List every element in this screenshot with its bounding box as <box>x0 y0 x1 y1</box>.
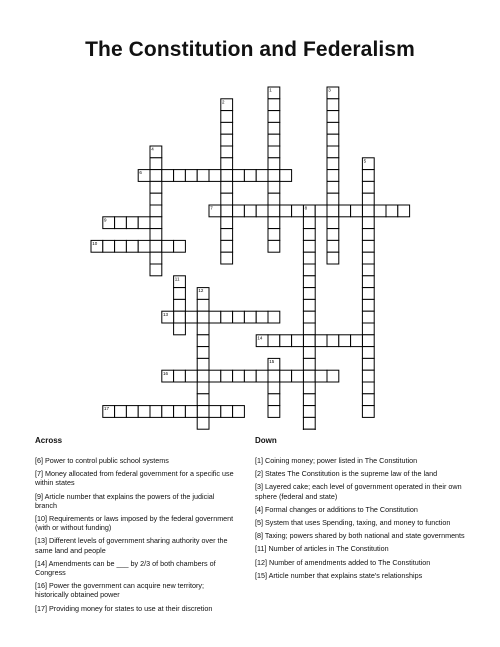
grid-cell[interactable] <box>126 240 138 252</box>
grid-cell[interactable] <box>292 370 304 382</box>
grid-cell[interactable] <box>233 170 245 182</box>
grid-cell[interactable] <box>327 170 339 182</box>
grid-cell[interactable] <box>362 370 374 382</box>
grid-cell[interactable] <box>233 370 245 382</box>
grid-cell[interactable] <box>327 99 339 111</box>
grid-cell[interactable] <box>362 181 374 193</box>
grid-cell[interactable] <box>362 406 374 418</box>
grid-cell[interactable] <box>327 122 339 134</box>
grid-cell[interactable] <box>303 311 315 323</box>
across-clue: [16] Power the government can acquire new territory; historically obtained power <box>35 581 205 600</box>
grid-cell[interactable] <box>268 193 280 205</box>
grid-cell[interactable] <box>362 252 374 264</box>
grid-cell[interactable] <box>268 217 280 229</box>
grid-cell[interactable] <box>197 335 209 347</box>
grid-cell[interactable] <box>268 311 280 323</box>
grid-cell[interactable] <box>268 146 280 158</box>
grid-cell[interactable] <box>185 370 197 382</box>
grid-cell[interactable] <box>221 181 233 193</box>
across-clue: [17] Providing money for states to use at their discretion <box>35 603 213 613</box>
grid-cell[interactable] <box>150 264 162 276</box>
grid-cell[interactable] <box>268 406 280 418</box>
down-clue: [15] Article number that explains state's relationships <box>255 570 423 580</box>
clue-number: 6 <box>139 170 142 176</box>
clue-number: 1 <box>269 87 272 93</box>
clue-number: 3 <box>328 87 331 93</box>
grid-cell[interactable] <box>327 335 339 347</box>
down-clue: [12] Number of amendments added to The Constitution <box>255 557 431 567</box>
puzzle-title: The Constitution and Federalism <box>85 38 415 61</box>
grid-cell[interactable] <box>185 406 197 418</box>
grid-cell[interactable] <box>327 229 339 241</box>
grid-cell[interactable] <box>303 358 315 370</box>
grid-cell[interactable] <box>303 240 315 252</box>
grid-cell[interactable] <box>115 217 127 229</box>
grid-cell[interactable] <box>221 217 233 229</box>
grid-cell[interactable] <box>303 288 315 300</box>
grid-cell[interactable] <box>268 134 280 146</box>
grid-cell[interactable] <box>244 205 256 217</box>
grid-cell[interactable] <box>221 240 233 252</box>
grid-cell[interactable] <box>174 370 186 382</box>
grid-cell[interactable] <box>268 170 280 182</box>
grid-cell[interactable] <box>197 370 209 382</box>
grid-cell[interactable] <box>362 240 374 252</box>
grid-cell[interactable] <box>303 406 315 418</box>
grid-cell[interactable] <box>150 181 162 193</box>
grid-cell[interactable] <box>362 323 374 335</box>
down-clue: [3] Layered cake; each level of government operated in their own sphere (federal and state) <box>255 482 462 501</box>
grid-cell[interactable] <box>362 358 374 370</box>
down-clue: [8] Taxing; powers shared by both national and state governments <box>255 531 465 541</box>
grid-cell[interactable] <box>362 276 374 288</box>
grid-cell[interactable] <box>162 170 174 182</box>
grid-cell[interactable] <box>221 146 233 158</box>
grid-cell[interactable] <box>327 134 339 146</box>
grid-cell[interactable] <box>268 111 280 123</box>
grid-cell[interactable] <box>268 181 280 193</box>
grid-cell[interactable] <box>150 406 162 418</box>
grid-cell[interactable] <box>386 205 398 217</box>
grid-cell[interactable] <box>197 417 209 429</box>
grid-cell[interactable] <box>362 394 374 406</box>
grid-cell[interactable] <box>327 111 339 123</box>
grid-cell[interactable] <box>126 217 138 229</box>
grid-cell[interactable] <box>315 205 327 217</box>
grid-cell[interactable] <box>197 347 209 359</box>
grid-cell[interactable] <box>221 229 233 241</box>
grid-cell[interactable] <box>303 276 315 288</box>
grid-cell[interactable] <box>303 217 315 229</box>
grid-cell[interactable] <box>303 347 315 359</box>
grid-cell[interactable] <box>197 311 209 323</box>
grid-cell[interactable] <box>303 394 315 406</box>
grid-cell[interactable] <box>280 205 292 217</box>
grid-cell[interactable] <box>256 170 268 182</box>
down-clue: [4] Formal changes or additions to The Constitution <box>255 504 418 514</box>
grid-cell[interactable] <box>280 335 292 347</box>
grid-cell[interactable] <box>303 229 315 241</box>
grid-cell[interactable] <box>268 122 280 134</box>
grid-cell[interactable] <box>150 240 162 252</box>
grid-cell[interactable] <box>268 370 280 382</box>
grid-cell[interactable] <box>197 299 209 311</box>
grid-cell[interactable] <box>268 335 280 347</box>
grid-cell[interactable] <box>327 240 339 252</box>
grid-cell[interactable] <box>327 146 339 158</box>
grid-cell[interactable] <box>138 406 150 418</box>
grid-cell[interactable] <box>150 205 162 217</box>
grid-cell[interactable] <box>280 370 292 382</box>
grid-cell[interactable] <box>327 217 339 229</box>
grid-cell[interactable] <box>221 205 233 217</box>
grid-cell[interactable] <box>362 311 374 323</box>
clue-number: 17 <box>104 406 110 412</box>
grid-cell[interactable] <box>233 205 245 217</box>
down-clue: [2] States The Constitution is the supreme law of the land <box>255 469 438 479</box>
grid-cell[interactable] <box>162 406 174 418</box>
grid-cell[interactable] <box>197 170 209 182</box>
grid-cell[interactable] <box>174 323 186 335</box>
grid-cell[interactable] <box>115 240 127 252</box>
grid-cell[interactable] <box>303 417 315 429</box>
grid-cell[interactable] <box>268 382 280 394</box>
grid-cell[interactable] <box>162 240 174 252</box>
grid-cell[interactable] <box>362 170 374 182</box>
across-clue: [10] Requirements or laws imposed by the federal government (with or without funding) <box>35 514 234 533</box>
grid-cell[interactable] <box>362 288 374 300</box>
grid-cell[interactable] <box>209 311 221 323</box>
clue-number: 13 <box>163 311 169 317</box>
grid-cell[interactable] <box>115 406 127 418</box>
grid-cell[interactable] <box>233 406 245 418</box>
grid-cell[interactable] <box>221 170 233 182</box>
grid-cell[interactable] <box>315 370 327 382</box>
grid-cell[interactable] <box>150 217 162 229</box>
grid-cell[interactable] <box>362 264 374 276</box>
clue-number: 10 <box>92 241 98 246</box>
grid-cell[interactable] <box>244 370 256 382</box>
across-clue: [13] Different levels of government sharing authority over the same land and people <box>35 536 228 555</box>
grid-cell[interactable] <box>268 240 280 252</box>
grid-cell[interactable] <box>362 299 374 311</box>
grid-cell[interactable] <box>327 370 339 382</box>
grid-cell[interactable] <box>303 299 315 311</box>
grid-cell[interactable] <box>221 111 233 123</box>
clue-number: 9 <box>104 217 107 223</box>
grid-cell[interactable] <box>268 229 280 241</box>
across-clue: [14] Amendments can be ___ by 2/3 of both chambers of Congress <box>35 558 216 578</box>
clue-number: 14 <box>257 335 263 341</box>
grid-cell[interactable] <box>221 122 233 134</box>
grid-cell[interactable] <box>268 205 280 217</box>
grid-cell[interactable] <box>174 240 186 252</box>
grid-cell[interactable] <box>256 370 268 382</box>
across-heading: Across <box>35 436 63 445</box>
grid-cell[interactable] <box>303 370 315 382</box>
grid-cell[interactable] <box>150 193 162 205</box>
grid-cell[interactable] <box>221 406 233 418</box>
grid-cell[interactable] <box>221 193 233 205</box>
grid-cell[interactable] <box>221 134 233 146</box>
grid-cell[interactable] <box>150 170 162 182</box>
grid-cell[interactable] <box>150 252 162 264</box>
grid-cell[interactable] <box>327 158 339 170</box>
grid-cell[interactable] <box>174 311 186 323</box>
grid-cell[interactable] <box>280 170 292 182</box>
clue-number: 2 <box>222 99 225 105</box>
grid-cell[interactable] <box>221 370 233 382</box>
across-clue: [6] Power to control public school systems <box>35 456 169 465</box>
grid-cell[interactable] <box>303 429 315 430</box>
across-clue: [9] Article number that explains the powers of the judicial branch <box>35 491 215 510</box>
grid-cell[interactable] <box>233 311 245 323</box>
grid-cell[interactable] <box>268 158 280 170</box>
across-clue-list <box>35 456 235 617</box>
down-clue-list <box>255 456 465 584</box>
grid-cell[interactable] <box>374 205 386 217</box>
grid-cell[interactable] <box>303 264 315 276</box>
grid-cell[interactable] <box>138 217 150 229</box>
grid-cell[interactable] <box>339 205 351 217</box>
clue-number: 5 <box>363 158 367 164</box>
clue-number: 12 <box>198 288 204 294</box>
grid-cell[interactable] <box>174 299 186 311</box>
grid-cell[interactable] <box>315 335 327 347</box>
grid-cell[interactable] <box>126 406 138 418</box>
across-clue: [7] Money allocated from federal government for a specific use within states <box>35 469 234 488</box>
grid-cell[interactable] <box>209 406 221 418</box>
grid-cell[interactable] <box>362 347 374 359</box>
down-heading: Down <box>255 436 277 445</box>
grid-cell[interactable] <box>303 252 315 264</box>
grid-cell[interactable] <box>362 205 374 217</box>
grid-cell[interactable] <box>197 394 209 406</box>
grid-cell[interactable] <box>362 193 374 205</box>
grid-cell[interactable] <box>197 323 209 335</box>
down-clue: [11] Number of articles in The Constitution <box>255 544 389 554</box>
grid-cell[interactable] <box>185 170 197 182</box>
grid-cell[interactable] <box>150 229 162 241</box>
grid-cell[interactable] <box>103 240 115 252</box>
grid-cell[interactable] <box>244 311 256 323</box>
clue-number: 15 <box>269 359 275 364</box>
grid-cell[interactable] <box>292 205 304 217</box>
grid-cell[interactable] <box>327 193 339 205</box>
grid-cell[interactable] <box>256 205 268 217</box>
grid-cell[interactable] <box>221 158 233 170</box>
grid-cell[interactable] <box>209 370 221 382</box>
grid-cell[interactable] <box>398 205 410 217</box>
grid-cell[interactable] <box>197 382 209 394</box>
grid-cell[interactable] <box>303 323 315 335</box>
grid-cell[interactable] <box>221 311 233 323</box>
grid-cell[interactable] <box>362 229 374 241</box>
grid-cell[interactable] <box>327 205 339 217</box>
grid-cell[interactable] <box>174 288 186 300</box>
grid-cell[interactable] <box>327 252 339 264</box>
grid-cell[interactable] <box>268 99 280 111</box>
grid-cell[interactable] <box>292 335 304 347</box>
grid-cell[interactable] <box>244 170 256 182</box>
grid-cell[interactable] <box>174 406 186 418</box>
grid-cell[interactable] <box>150 158 162 170</box>
clue-number: 7 <box>210 205 213 211</box>
down-clue: [1] Coining money; power listed in The Constitution <box>255 456 418 465</box>
grid-cell[interactable] <box>256 311 268 323</box>
grid-cell[interactable] <box>221 252 233 264</box>
grid-cell[interactable] <box>197 406 209 418</box>
grid-cell[interactable] <box>339 335 351 347</box>
clue-number: 16 <box>163 370 169 376</box>
grid-cell[interactable] <box>351 205 363 217</box>
grid-cell[interactable] <box>209 170 221 182</box>
grid-cell[interactable] <box>197 358 209 370</box>
grid-cell[interactable] <box>351 335 363 347</box>
grid-cell[interactable] <box>138 240 150 252</box>
grid-cell[interactable] <box>303 382 315 394</box>
clue-number: 11 <box>174 276 180 282</box>
grid-cell[interactable] <box>268 394 280 406</box>
clue-number: 8 <box>304 205 308 211</box>
down-clue: [5] System that uses Spending, taxing, and money to function <box>255 518 451 528</box>
clue-number: 4 <box>151 146 154 152</box>
grid-cell[interactable] <box>362 382 374 394</box>
grid-cell[interactable] <box>362 335 374 347</box>
grid-cell[interactable] <box>174 170 186 182</box>
grid-cell[interactable] <box>185 311 197 323</box>
grid-cell[interactable] <box>303 335 315 347</box>
grid-cell[interactable] <box>362 217 374 229</box>
grid-cell[interactable] <box>327 181 339 193</box>
